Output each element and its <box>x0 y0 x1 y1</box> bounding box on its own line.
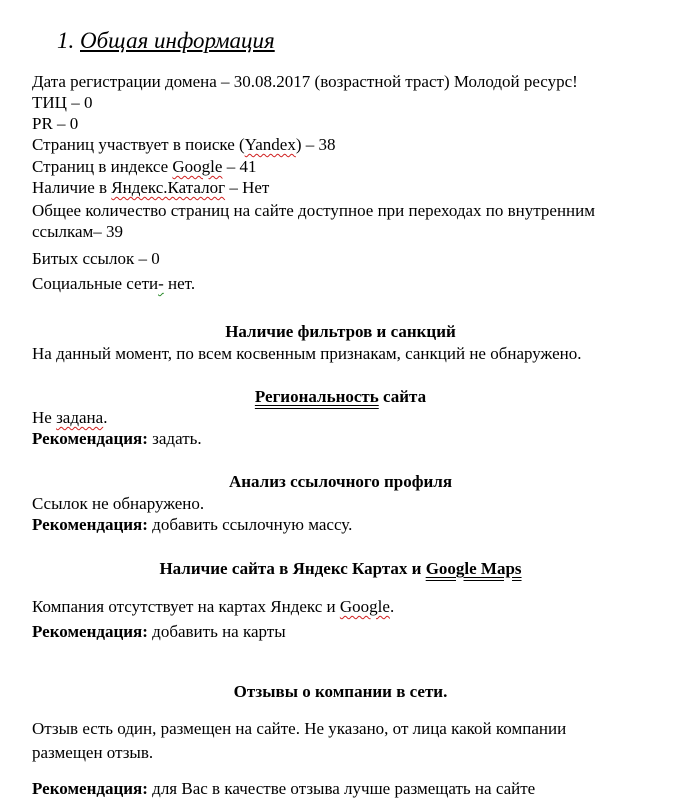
yandex-pages-suffix: ) – 38 <box>295 135 336 154</box>
social-prefix: Социальные сети <box>32 274 159 293</box>
recommendation-text: для Вас в качестве отзыва лучше размещать на сайте <box>147 779 536 798</box>
maps-text-suffix: . <box>389 597 395 616</box>
google-word: Google <box>172 157 223 176</box>
maps-title <box>0 558 681 579</box>
maps-google-word: Google <box>339 597 390 616</box>
maps-text <box>32 596 394 617</box>
maps-title-word: Google Maps <box>425 559 522 578</box>
social-line <box>32 273 195 294</box>
filters-text: На данный момент, по всем косвенным признакам, санкций не обнаружено. <box>32 344 582 363</box>
links-recommendation <box>32 514 352 535</box>
reviews-title: Отзывы о компании в сети. <box>233 682 448 701</box>
yandex-word: Yandex <box>244 135 296 154</box>
recommendation-label: Рекомендация: <box>32 429 148 448</box>
reviews-text-line-2: размещен отзыв. <box>32 743 154 762</box>
regional-text-prefix: Не <box>32 408 57 427</box>
recommendation-text: добавить ссылочную массу. <box>147 515 353 534</box>
reviews-recommendation <box>32 778 535 799</box>
tic-line: ТИЦ – 0 <box>32 93 93 112</box>
social-dash: - <box>158 274 164 293</box>
maps-title-prefix: Наличие сайта в Яндекс Картах и <box>159 559 426 578</box>
links-text: Ссылок не обнаружено. <box>32 494 205 513</box>
reviews-text-line-1: Отзыв есть один, размещен на сайте. Не указано, от лица какой компании <box>32 719 567 738</box>
catalog-prefix: Наличие в <box>32 178 112 197</box>
regional-word: задана <box>56 408 104 427</box>
domain-registration-line: Дата регистрации домена – 30.08.2017 (возрастной траст) Молодой ресурс! <box>32 72 578 91</box>
yandex-pages-prefix: Страниц участвует в поиске ( <box>32 135 245 154</box>
recommendation-text: задать. <box>147 429 202 448</box>
google-pages-suffix: – 41 <box>222 157 257 176</box>
regional-title-rest: сайта <box>378 387 427 406</box>
recommendation-text: добавить на карты <box>147 622 286 641</box>
maps-text-prefix: Компания отсутствует на картах Яндекс и <box>32 597 340 616</box>
links-title: Анализ ссылочного профиля <box>228 472 453 491</box>
social-suffix: нет. <box>163 274 196 293</box>
internal-pages-line-2: ссылкам– 39 <box>32 222 124 241</box>
broken-links-line: Битых ссылок – 0 <box>32 249 160 268</box>
catalog-line <box>32 177 269 198</box>
heading-title: Общая информация <box>80 28 275 53</box>
regional-text-suffix: . <box>103 408 108 427</box>
internal-pages-line-1: Общее количество страниц на сайте доступное при переходах по внутренним <box>32 201 595 220</box>
catalog-word: Яндекс.Каталог <box>111 178 226 197</box>
google-pages-line <box>32 156 256 177</box>
regional-title-word: Региональность <box>254 387 379 406</box>
pr-line: PR – 0 <box>32 114 79 133</box>
regional-text <box>32 407 107 428</box>
section-heading <box>57 27 275 55</box>
heading-number: 1. <box>57 28 75 53</box>
yandex-pages-line <box>32 134 336 155</box>
recommendation-label: Рекомендация: <box>32 779 148 798</box>
maps-recommendation <box>32 621 286 642</box>
filters-title: Наличие фильтров и санкций <box>225 322 456 341</box>
catalog-suffix: – Нет <box>225 178 270 197</box>
recommendation-label: Рекомендация: <box>32 622 148 641</box>
regional-title <box>0 386 681 407</box>
recommendation-label: Рекомендация: <box>32 515 148 534</box>
google-pages-prefix: Страниц в индексе <box>32 157 173 176</box>
regional-recommendation <box>32 428 202 449</box>
